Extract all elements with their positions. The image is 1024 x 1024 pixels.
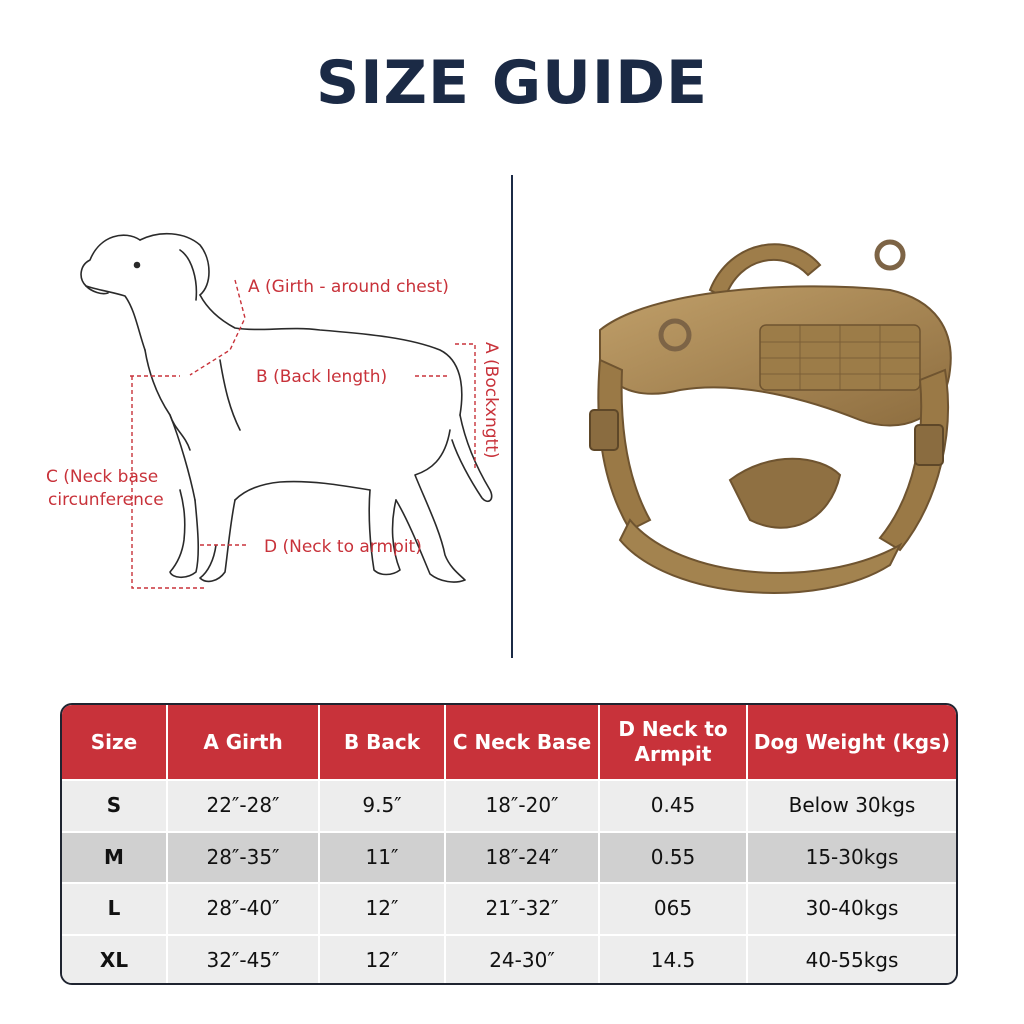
table-cell: L — [62, 884, 168, 934]
table-row — [62, 882, 956, 934]
label-neck-to-armpit: D (Neck to armpit) — [264, 537, 422, 557]
table-cell: 24-30″ — [446, 936, 600, 986]
label-neck-base-line2: circunference — [48, 490, 164, 510]
table-cell: 0.55 — [600, 833, 748, 883]
dog-measurement-diagram — [20, 200, 520, 620]
table-cell: 12″ — [320, 884, 446, 934]
d-ring-icon — [877, 242, 903, 268]
table-cell: M — [62, 833, 168, 883]
table-cell: 9.5″ — [320, 781, 446, 831]
harness-image — [560, 220, 980, 620]
buckle-left-icon — [590, 410, 618, 450]
chest-band — [620, 520, 900, 593]
table-row — [62, 934, 956, 986]
label-back-length: B (Back length) — [256, 367, 388, 387]
table-header-cell: C Neck Base — [446, 705, 600, 779]
table-cell: 11″ — [320, 833, 446, 883]
table-cell: S — [62, 781, 168, 831]
buckle-right-icon — [915, 425, 943, 465]
page-title: SIZE GUIDE — [315, 48, 708, 118]
table-header-cell: Size — [62, 705, 168, 779]
table-cell: 12″ — [320, 936, 446, 986]
table-cell: 14.5 — [600, 936, 748, 986]
label-side-vertical: A (Bockxngtt) — [481, 342, 501, 459]
table-cell: XL — [62, 936, 168, 986]
table-cell: 22″-28″ — [168, 781, 320, 831]
table-row — [62, 779, 956, 831]
table-cell: 40-55kgs — [805, 947, 899, 972]
table-header-cell: Dog Weight (kgs) — [753, 729, 951, 754]
table-header-cell: B Back — [320, 705, 446, 779]
table-cell: 0.45 — [600, 781, 748, 831]
table-cell: 18″-20″ — [446, 781, 600, 831]
table-header-cell: D Neck to Armpit — [600, 705, 748, 779]
table-cell: Below 30kgs — [788, 793, 916, 818]
size-table — [60, 703, 958, 985]
label-girth: A (Girth - around chest) — [248, 277, 449, 297]
table-cell: 28″-35″ — [168, 833, 320, 883]
table-cell: 18″-24″ — [446, 833, 600, 883]
table-header-cell: A Girth — [168, 705, 320, 779]
table-header-row — [62, 705, 956, 779]
label-neck-base-line1: C (Neck base — [46, 467, 159, 487]
table-cell: 15-30kgs — [805, 844, 899, 869]
table-cell: 21″-32″ — [446, 884, 600, 934]
table-cell: 065 — [600, 884, 748, 934]
table-cell: 32″-45″ — [168, 936, 320, 986]
table-cell: 28″-40″ — [168, 884, 320, 934]
table-row — [62, 831, 956, 883]
table-cell: 30-40kgs — [805, 896, 899, 921]
